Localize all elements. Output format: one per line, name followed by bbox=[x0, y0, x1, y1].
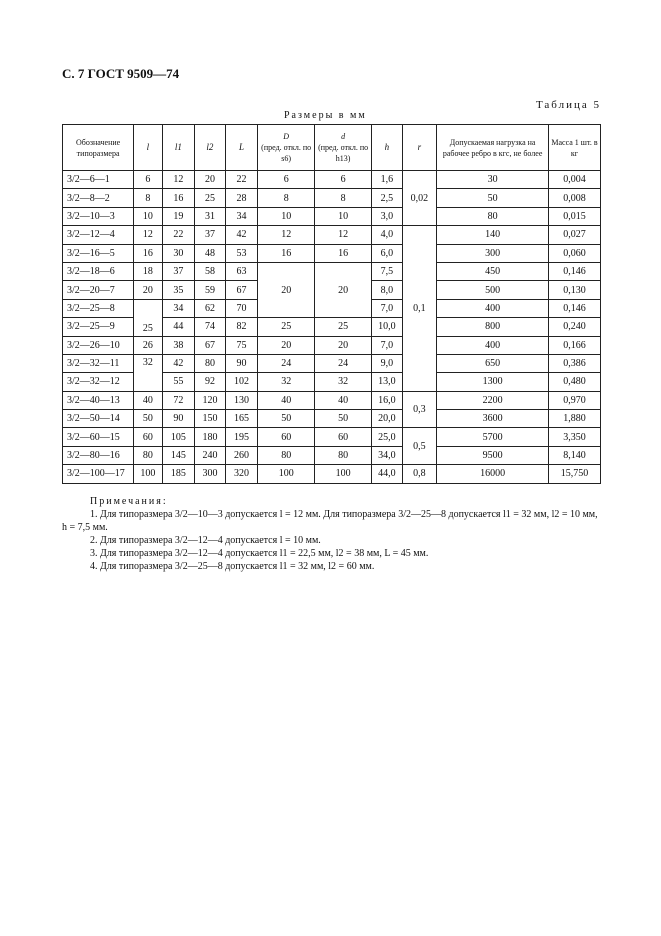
cell-load: 2200 bbox=[437, 391, 549, 409]
cell-mass: 3,350 bbox=[549, 428, 601, 446]
header-l: l bbox=[134, 125, 162, 171]
table-row bbox=[63, 354, 601, 372]
cell-designation: 3/2—50—14 bbox=[63, 410, 134, 428]
header-D-symbol: D bbox=[283, 132, 290, 141]
cell-l2: 300 bbox=[195, 465, 226, 483]
cell-d: 10 bbox=[315, 207, 372, 225]
cell-d: 20 bbox=[315, 262, 372, 317]
cell-l1: 72 bbox=[162, 391, 195, 409]
cell-L: 75 bbox=[225, 336, 258, 354]
cell-load: 450 bbox=[437, 262, 549, 280]
cell-l2: 92 bbox=[195, 373, 226, 391]
header-h: h bbox=[372, 125, 403, 171]
cell-l: 8 bbox=[134, 189, 162, 207]
cell-d: 60 bbox=[315, 428, 372, 446]
cell-designation: 3/2—8—2 bbox=[63, 189, 134, 207]
units-caption: Размеры в мм bbox=[284, 110, 367, 121]
cell-mass: 15,750 bbox=[549, 465, 601, 483]
cell-L: 320 bbox=[225, 465, 258, 483]
table-row bbox=[63, 410, 601, 428]
cell-L: 165 bbox=[225, 410, 258, 428]
cell-designation: 3/2—32—11 bbox=[63, 354, 134, 372]
cell-l: 20 bbox=[134, 281, 162, 299]
cell-L: 70 bbox=[225, 299, 258, 317]
table-row bbox=[63, 171, 601, 189]
cell-D: 25 bbox=[258, 318, 315, 336]
cell-L: 67 bbox=[225, 281, 258, 299]
cell-l1: 30 bbox=[162, 244, 195, 262]
table-title: Таблица 5 bbox=[535, 99, 601, 111]
cell-r: 0,02 bbox=[402, 171, 437, 226]
cell-h: 44,0 bbox=[372, 465, 403, 483]
header-L: L bbox=[225, 125, 258, 171]
cell-D: 60 bbox=[258, 428, 315, 446]
cell-l: 10 bbox=[134, 207, 162, 225]
cell-D: 80 bbox=[258, 446, 315, 464]
cell-h: 16,0 bbox=[372, 391, 403, 409]
cell-l2: 240 bbox=[195, 446, 226, 464]
cell-mass: 0,015 bbox=[549, 207, 601, 225]
header-load: Допускаемая нагрузка на рабочее ребро в кгс, не более bbox=[437, 125, 549, 171]
cell-mass: 0,240 bbox=[549, 318, 601, 336]
table-header-row bbox=[63, 125, 601, 171]
table-row bbox=[63, 446, 601, 464]
cell-l: 6 bbox=[134, 171, 162, 189]
cell-l2: 67 bbox=[195, 336, 226, 354]
header-D-tolerance: (пред. откл. по s6) bbox=[261, 143, 312, 163]
table-row bbox=[63, 428, 601, 446]
cell-mass: 0,004 bbox=[549, 171, 601, 189]
cell-h: 7,5 bbox=[372, 262, 403, 280]
header-mass: Масса 1 шт. в кг bbox=[549, 125, 601, 171]
cell-L: 42 bbox=[225, 226, 258, 244]
cell-l1: 34 bbox=[162, 299, 195, 317]
cell-l1: 145 bbox=[162, 446, 195, 464]
cell-mass: 8,140 bbox=[549, 446, 601, 464]
cell-designation: 3/2—25—8 bbox=[63, 299, 134, 317]
cell-l1: 42 bbox=[162, 354, 195, 372]
cell-load: 50 bbox=[437, 189, 549, 207]
cell-l1: 90 bbox=[162, 410, 195, 428]
cell-mass: 0,480 bbox=[549, 373, 601, 391]
cell-d: 32 bbox=[315, 373, 372, 391]
table-row bbox=[63, 244, 601, 262]
header-d bbox=[315, 125, 372, 171]
note-item: 1. Для типоразмера 3/2—10—3 допускается l = 12 мм. Для типоразмера 3/2—25—8 допускается l1 = 32 мм, l2 = 10 мм, h = 7,5 мм. bbox=[62, 509, 598, 533]
note-item: 3. Для типоразмера 3/2—12—4 допускается l1 = 22,5 мм, l2 = 38 мм, L = 45 мм. bbox=[90, 548, 429, 559]
cell-designation: 3/2—25—9 bbox=[63, 318, 134, 336]
cell-load: 500 bbox=[437, 281, 549, 299]
cell-h: 7,0 bbox=[372, 299, 403, 317]
cell-l1: 37 bbox=[162, 262, 195, 280]
cell-d: 100 bbox=[315, 465, 372, 483]
cell-L: 102 bbox=[225, 373, 258, 391]
cell-L: 63 bbox=[225, 262, 258, 280]
cell-D: 100 bbox=[258, 465, 315, 483]
cell-designation: 3/2—26—10 bbox=[63, 336, 134, 354]
cell-l2: 62 bbox=[195, 299, 226, 317]
cell-designation: 3/2—40—13 bbox=[63, 391, 134, 409]
cell-l1: 12 bbox=[162, 171, 195, 189]
cell-l: 18 bbox=[134, 262, 162, 280]
cell-L: 22 bbox=[225, 171, 258, 189]
cell-l1: 55 bbox=[162, 373, 195, 391]
cell-d: 12 bbox=[315, 226, 372, 244]
cell-mass: 0,166 bbox=[549, 336, 601, 354]
cell-D: 6 bbox=[258, 171, 315, 189]
cell-l2: 31 bbox=[195, 207, 226, 225]
cell-load: 16000 bbox=[437, 465, 549, 483]
header-d-symbol: d bbox=[341, 132, 346, 141]
cell-d: 6 bbox=[315, 171, 372, 189]
page-header: С. 7 ГОСТ 9509—74 bbox=[62, 66, 180, 81]
cell-L: 34 bbox=[225, 207, 258, 225]
header-d-tolerance: (пред. откл. по h13) bbox=[318, 143, 369, 163]
header-designation: Обозначение типоразмера bbox=[63, 125, 134, 171]
cell-l: 32 bbox=[134, 354, 162, 391]
cell-load: 650 bbox=[437, 354, 549, 372]
cell-l2: 37 bbox=[195, 226, 226, 244]
cell-l1: 35 bbox=[162, 281, 195, 299]
cell-l: 25 bbox=[134, 299, 162, 336]
cell-load: 9500 bbox=[437, 446, 549, 464]
cell-d: 50 bbox=[315, 410, 372, 428]
cell-load: 5700 bbox=[437, 428, 549, 446]
cell-D: 20 bbox=[258, 262, 315, 317]
cell-l1: 19 bbox=[162, 207, 195, 225]
cell-l1: 38 bbox=[162, 336, 195, 354]
dimensions-table bbox=[62, 124, 601, 484]
cell-mass: 0,970 bbox=[549, 391, 601, 409]
cell-l1: 16 bbox=[162, 189, 195, 207]
header-D bbox=[258, 125, 315, 171]
cell-l2: 80 bbox=[195, 354, 226, 372]
cell-l2: 59 bbox=[195, 281, 226, 299]
cell-l1: 44 bbox=[162, 318, 195, 336]
cell-l1: 105 bbox=[162, 428, 195, 446]
cell-l: 50 bbox=[134, 410, 162, 428]
cell-l2: 58 bbox=[195, 262, 226, 280]
cell-d: 25 bbox=[315, 318, 372, 336]
cell-l2: 180 bbox=[195, 428, 226, 446]
cell-L: 260 bbox=[225, 446, 258, 464]
cell-h: 3,0 bbox=[372, 207, 403, 225]
cell-d: 40 bbox=[315, 391, 372, 409]
notes-section bbox=[62, 495, 602, 573]
cell-h: 6,0 bbox=[372, 244, 403, 262]
notes-title: Примечания: bbox=[90, 496, 168, 507]
cell-l2: 150 bbox=[195, 410, 226, 428]
cell-designation: 3/2—32—12 bbox=[63, 373, 134, 391]
header-l1: l1 bbox=[162, 125, 195, 171]
cell-h: 7,0 bbox=[372, 336, 403, 354]
cell-D: 8 bbox=[258, 189, 315, 207]
cell-h: 4,0 bbox=[372, 226, 403, 244]
cell-d: 8 bbox=[315, 189, 372, 207]
cell-load: 80 bbox=[437, 207, 549, 225]
header-l2: l2 bbox=[195, 125, 226, 171]
header-r: r bbox=[402, 125, 437, 171]
cell-mass: 1,880 bbox=[549, 410, 601, 428]
cell-h: 1,6 bbox=[372, 171, 403, 189]
cell-d: 24 bbox=[315, 354, 372, 372]
table-row bbox=[63, 262, 601, 280]
cell-mass: 0,386 bbox=[549, 354, 601, 372]
cell-l: 80 bbox=[134, 446, 162, 464]
cell-L: 82 bbox=[225, 318, 258, 336]
cell-h: 20,0 bbox=[372, 410, 403, 428]
cell-l2: 48 bbox=[195, 244, 226, 262]
cell-designation: 3/2—10—3 bbox=[63, 207, 134, 225]
cell-l2: 25 bbox=[195, 189, 226, 207]
cell-r: 0,3 bbox=[402, 391, 437, 428]
cell-designation: 3/2—60—15 bbox=[63, 428, 134, 446]
table-row bbox=[63, 226, 601, 244]
cell-l: 100 bbox=[134, 465, 162, 483]
cell-h: 10,0 bbox=[372, 318, 403, 336]
cell-load: 30 bbox=[437, 171, 549, 189]
cell-l: 40 bbox=[134, 391, 162, 409]
cell-r: 0,1 bbox=[402, 226, 437, 392]
cell-load: 1300 bbox=[437, 373, 549, 391]
cell-D: 24 bbox=[258, 354, 315, 372]
cell-designation: 3/2—6—1 bbox=[63, 171, 134, 189]
cell-designation: 3/2—18—6 bbox=[63, 262, 134, 280]
cell-h: 34,0 bbox=[372, 446, 403, 464]
cell-mass: 0,146 bbox=[549, 299, 601, 317]
cell-designation: 3/2—80—16 bbox=[63, 446, 134, 464]
cell-D: 10 bbox=[258, 207, 315, 225]
cell-h: 13,0 bbox=[372, 373, 403, 391]
cell-D: 20 bbox=[258, 336, 315, 354]
table-row bbox=[63, 465, 601, 483]
cell-l1: 22 bbox=[162, 226, 195, 244]
cell-D: 12 bbox=[258, 226, 315, 244]
cell-r: 0,8 bbox=[402, 465, 437, 483]
cell-load: 400 bbox=[437, 299, 549, 317]
cell-l2: 20 bbox=[195, 171, 226, 189]
cell-d: 16 bbox=[315, 244, 372, 262]
cell-l: 12 bbox=[134, 226, 162, 244]
cell-D: 32 bbox=[258, 373, 315, 391]
cell-l2: 74 bbox=[195, 318, 226, 336]
cell-h: 9,0 bbox=[372, 354, 403, 372]
cell-l: 26 bbox=[134, 336, 162, 354]
note-item: 4. Для типоразмера 3/2—25—8 допускается l1 = 32 мм, l2 = 60 мм. bbox=[90, 561, 375, 572]
cell-D: 16 bbox=[258, 244, 315, 262]
cell-mass: 0,008 bbox=[549, 189, 601, 207]
cell-h: 25,0 bbox=[372, 428, 403, 446]
cell-mass: 0,027 bbox=[549, 226, 601, 244]
cell-l2: 120 bbox=[195, 391, 226, 409]
cell-load: 800 bbox=[437, 318, 549, 336]
cell-l: 60 bbox=[134, 428, 162, 446]
cell-L: 90 bbox=[225, 354, 258, 372]
cell-load: 3600 bbox=[437, 410, 549, 428]
table-row bbox=[63, 391, 601, 409]
cell-l1: 185 bbox=[162, 465, 195, 483]
cell-D: 40 bbox=[258, 391, 315, 409]
cell-mass: 0,060 bbox=[549, 244, 601, 262]
cell-designation: 3/2—16—5 bbox=[63, 244, 134, 262]
cell-D: 50 bbox=[258, 410, 315, 428]
cell-designation: 3/2—12—4 bbox=[63, 226, 134, 244]
cell-load: 300 bbox=[437, 244, 549, 262]
cell-mass: 0,130 bbox=[549, 281, 601, 299]
table-row bbox=[63, 336, 601, 354]
cell-mass: 0,146 bbox=[549, 262, 601, 280]
cell-d: 80 bbox=[315, 446, 372, 464]
cell-r: 0,5 bbox=[402, 428, 437, 465]
cell-h: 8,0 bbox=[372, 281, 403, 299]
cell-h: 2,5 bbox=[372, 189, 403, 207]
table-row bbox=[63, 189, 601, 207]
table-body bbox=[63, 171, 601, 484]
cell-L: 130 bbox=[225, 391, 258, 409]
cell-d: 20 bbox=[315, 336, 372, 354]
cell-designation: 3/2—20—7 bbox=[63, 281, 134, 299]
cell-L: 28 bbox=[225, 189, 258, 207]
table-row bbox=[63, 207, 601, 225]
cell-load: 400 bbox=[437, 336, 549, 354]
cell-l: 16 bbox=[134, 244, 162, 262]
cell-load: 140 bbox=[437, 226, 549, 244]
cell-L: 53 bbox=[225, 244, 258, 262]
cell-designation: 3/2—100—17 bbox=[63, 465, 134, 483]
cell-L: 195 bbox=[225, 428, 258, 446]
note-item: 2. Для типоразмера 3/2—12—4 допускается l = 10 мм. bbox=[90, 535, 321, 546]
